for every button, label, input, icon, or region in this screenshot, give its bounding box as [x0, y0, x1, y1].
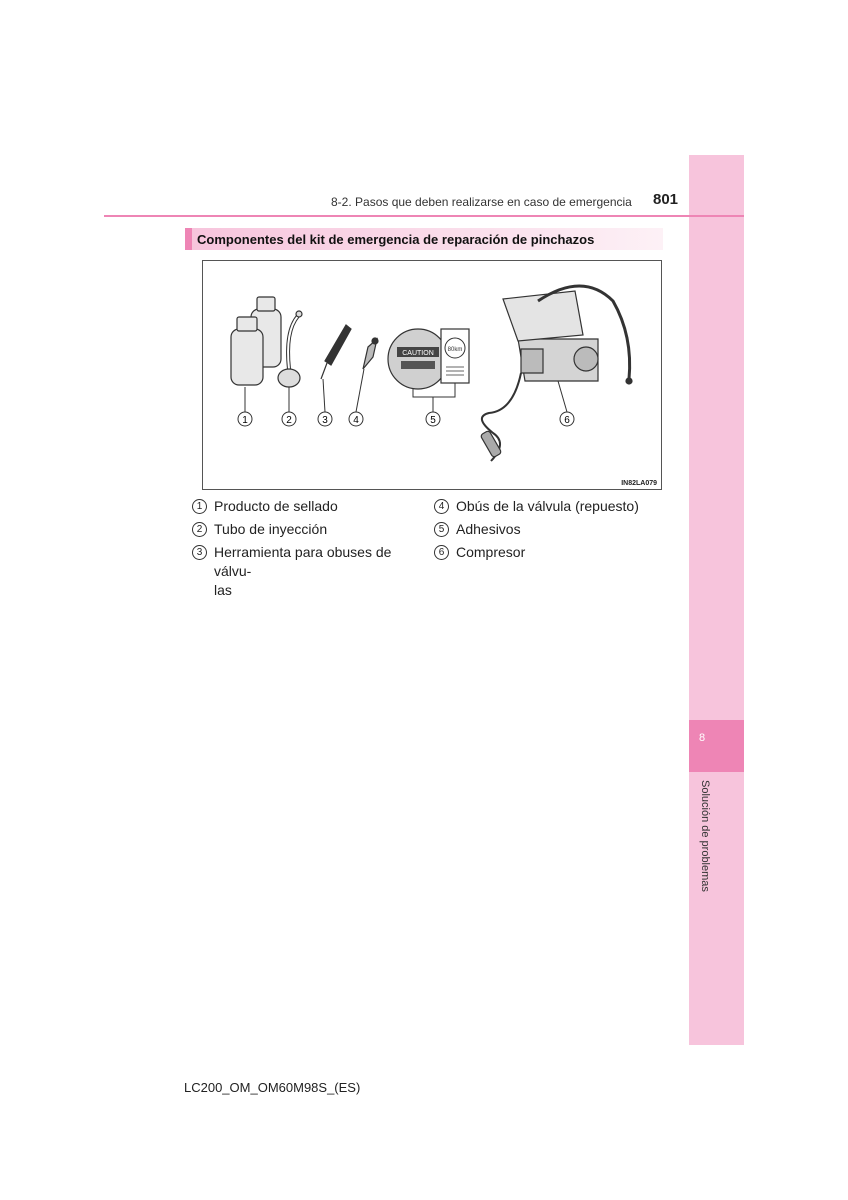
callout-5: 5	[430, 415, 436, 426]
compressor-icon	[480, 286, 632, 461]
legend-left	[190, 497, 430, 604]
header-divider	[104, 215, 744, 217]
callout-4: 4	[353, 415, 359, 426]
legend-text: Obús de la válvula (repuesto)	[456, 498, 639, 514]
legend-item	[190, 497, 430, 516]
legend-number: 6	[434, 545, 449, 560]
chapter-title: Solución de problemas	[699, 780, 711, 892]
legend-text: Compresor	[456, 544, 526, 560]
caution-sticker-text: CAUTION	[402, 350, 434, 357]
speed-sticker-text: 80km	[447, 347, 463, 353]
legend-text: Herramienta para obuses de válvu- las	[214, 544, 392, 598]
legend-number: 5	[434, 522, 449, 537]
chapter-side-tab	[689, 155, 744, 1045]
legend-number: 3	[192, 545, 207, 560]
page-number: 801	[653, 191, 679, 208]
section-title: Componentes del kit de emergencia de reparación de pinchazos	[197, 232, 595, 247]
callout-3: 3	[322, 415, 328, 426]
legend-number: 2	[192, 522, 207, 537]
chapter-number-box	[689, 720, 744, 772]
caution-sticker-icon	[388, 329, 448, 389]
callout-2: 2	[286, 415, 292, 426]
legend-item	[432, 497, 662, 516]
callout-labels	[238, 412, 574, 426]
figure-code: IN82LA079	[621, 480, 657, 487]
repair-kit-drawing	[203, 261, 663, 491]
legend-item	[190, 520, 430, 539]
valve-core-tool-icon	[321, 325, 351, 379]
legend-number: 1	[192, 499, 207, 514]
legend-item	[190, 543, 430, 600]
legend-number: 4	[434, 499, 449, 514]
legend-text: Producto de sellado	[214, 498, 338, 514]
repair-kit-illustration	[202, 260, 662, 490]
running-header: 8-2. Pasos que deben realizarse en caso de emergencia	[331, 195, 632, 209]
injection-hose-icon	[278, 311, 302, 387]
callout-6: 6	[564, 415, 570, 426]
callout-1: 1	[242, 415, 248, 426]
section-heading	[185, 228, 663, 250]
legend-right	[432, 497, 662, 566]
document-code-footer: LC200_OM_OM60M98S_(ES)	[184, 1080, 361, 1095]
legend-text: Adhesivos	[456, 521, 521, 537]
speed-sticker-icon	[441, 329, 469, 383]
sealant-bottles-icon	[231, 297, 281, 385]
legend-item	[432, 520, 662, 539]
spare-valve-core-icon	[363, 338, 378, 369]
chapter-number: 8	[699, 732, 706, 744]
legend-item	[432, 543, 662, 562]
legend-text: Tubo de inyección	[214, 521, 328, 537]
